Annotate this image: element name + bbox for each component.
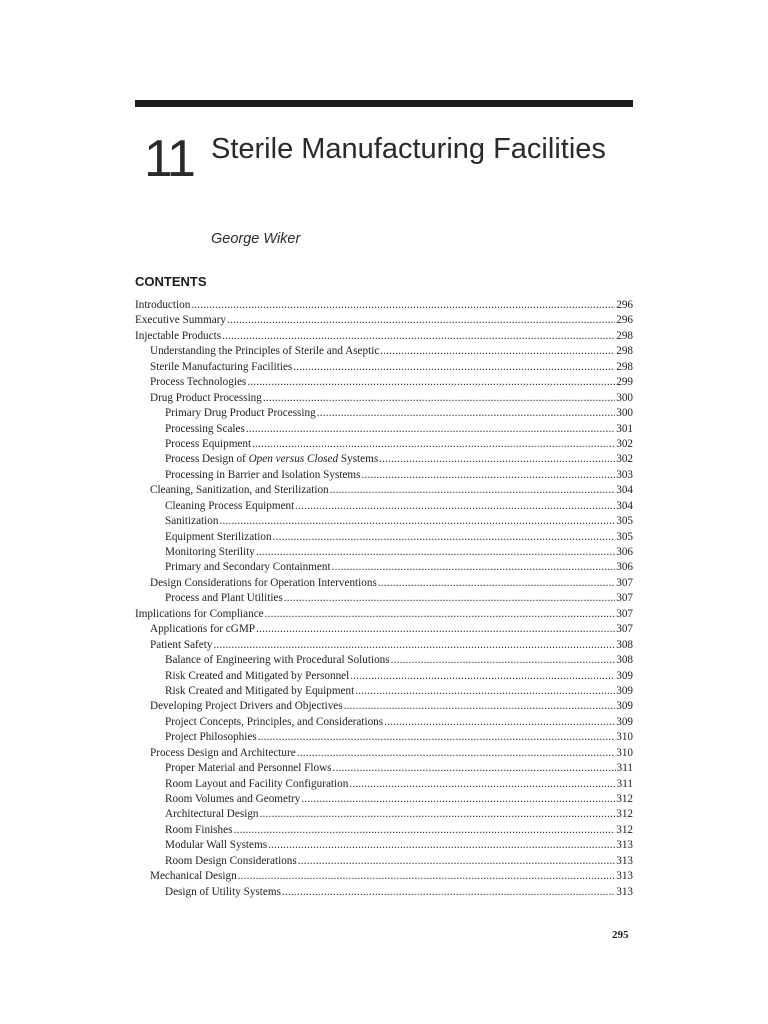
toc-leader-dots <box>265 607 616 622</box>
toc-entry-title: Patient Safety <box>150 638 213 651</box>
toc-entry-title: Primary Drug Product Processing <box>165 407 316 420</box>
toc-entry-title: Modular Wall Systems <box>165 839 268 852</box>
toc-leader-dots <box>333 761 616 776</box>
toc-entry-title: Design Considerations for Operation Interventions <box>150 576 377 589</box>
toc-entry-title: Risk Created and Mitigated by Equipment <box>165 684 355 697</box>
toc-leader-dots <box>350 669 615 684</box>
contents-heading: CONTENTS <box>135 274 207 289</box>
toc-entry <box>135 437 633 452</box>
toc-entry-page: 300 <box>616 407 633 420</box>
toc-leader-dots <box>256 545 615 560</box>
toc-leader-dots <box>380 344 615 359</box>
toc-entry-title: Project Concepts, Principles, and Considerations <box>165 715 384 728</box>
toc-entry-title: Processing Scales <box>165 422 245 435</box>
toc-entry-title: Sanitization <box>165 515 219 528</box>
toc-entry-title: Injectable Products <box>135 329 222 342</box>
toc-entry <box>135 823 633 838</box>
toc-entry-page: 307 <box>616 607 633 620</box>
toc-leader-dots <box>260 807 616 822</box>
toc-entry-title: Applications for cGMP <box>150 623 256 636</box>
toc-leader-dots <box>238 869 616 884</box>
toc-entry <box>135 777 633 792</box>
toc-entry <box>135 298 633 313</box>
toc-entry-title: Understanding the Principles of Sterile and Aseptic <box>150 345 380 358</box>
chapter-title: Sterile Manufacturing Facilities <box>211 133 606 165</box>
toc-entry <box>135 483 633 498</box>
toc-entry <box>135 375 633 390</box>
toc-entry-page: 300 <box>616 391 633 404</box>
toc-entry-title: Sterile Manufacturing Facilities <box>150 360 293 373</box>
toc-entry-page: 298 <box>616 360 633 373</box>
toc-entry <box>135 715 633 730</box>
toc-entry-page: 312 <box>616 793 633 805</box>
toc-leader-dots <box>384 715 615 730</box>
toc-entry-page: 311 <box>616 777 633 790</box>
toc-entry <box>135 406 633 421</box>
toc-entry <box>135 530 633 545</box>
chapter-author: George Wiker <box>211 231 301 247</box>
toc-entry-page: 298 <box>616 329 633 342</box>
toc-entry-page: 306 <box>616 546 633 558</box>
toc-entry-title: Architectural Design <box>165 808 259 821</box>
toc-entry-page: 305 <box>616 530 633 543</box>
toc-leader-dots <box>355 684 615 699</box>
toc-leader-dots <box>252 437 615 452</box>
toc-entry <box>135 607 633 622</box>
toc-entry-title-part: Systems <box>338 453 379 466</box>
toc-entry-title: Implications for Compliance <box>135 607 264 620</box>
toc-leader-dots <box>233 823 615 838</box>
toc-entry-page: 309 <box>616 684 633 697</box>
toc-entry-title: Proper Material and Personnel Flows <box>165 762 332 775</box>
toc-entry-page: 307 <box>616 592 633 605</box>
toc-leader-dots <box>344 699 616 714</box>
toc-entry-title: Room Finishes <box>165 823 233 836</box>
chapter-number: 11 <box>144 130 194 188</box>
page-number: 295 <box>612 929 629 941</box>
toc-leader-dots <box>227 313 615 328</box>
toc-entry-title: Cleaning, Sanitization, and Sterilization <box>150 484 329 497</box>
toc-entry-page: 306 <box>616 561 633 574</box>
toc-entry-title: Monitoring Sterility <box>165 546 255 558</box>
toc-entry-title: Room Layout and Facility Configuration <box>165 777 349 790</box>
toc-entry-page: 304 <box>616 499 633 512</box>
toc-entry-page: 307 <box>616 576 633 589</box>
toc-entry-title: Introduction <box>135 299 191 311</box>
toc-entry-title: Cleaning Process Equipment <box>165 499 295 512</box>
toc-leader-dots <box>191 298 615 313</box>
toc-leader-dots <box>293 360 615 375</box>
toc-entry-title: Room Design Considerations <box>165 854 297 867</box>
toc-leader-dots <box>213 638 615 653</box>
toc-entry <box>135 344 633 359</box>
toc-entry-title: Room Volumes and Geometry <box>165 793 301 805</box>
toc-entry <box>135 622 633 637</box>
toc-entry <box>135 591 633 606</box>
toc-entry-title <box>165 452 378 467</box>
toc-entry-title-part: Process Design of <box>165 453 249 466</box>
toc-entry-page: 298 <box>616 345 633 358</box>
toc-leader-dots <box>247 375 615 390</box>
toc-entry <box>135 730 633 745</box>
toc-entry-page: 296 <box>616 299 633 311</box>
toc-entry-title: Process Design and Architecture <box>150 746 296 759</box>
toc-entry <box>135 560 633 575</box>
toc-entry-page: 299 <box>616 376 633 389</box>
toc-entry <box>135 391 633 406</box>
toc-leader-dots <box>273 530 616 545</box>
toc-entry-page: 303 <box>616 468 633 481</box>
toc-entry <box>135 545 633 560</box>
toc-entry <box>135 854 633 869</box>
toc-entry <box>135 514 633 529</box>
toc-entry <box>135 653 633 668</box>
toc-leader-dots <box>349 777 615 792</box>
toc-leader-dots <box>219 514 615 529</box>
toc-entry-page: 311 <box>616 762 633 775</box>
toc-leader-dots <box>332 560 616 575</box>
toc-entry-title: Processing in Barrier and Isolation Systems <box>165 468 361 481</box>
toc-leader-dots <box>295 499 615 514</box>
toc-entry-title: Equipment Sterilization <box>165 530 272 543</box>
table-of-contents <box>135 298 633 900</box>
toc-entry-page: 310 <box>616 731 633 744</box>
toc-entry <box>135 468 633 483</box>
toc-entry <box>135 638 633 653</box>
toc-leader-dots <box>330 483 616 498</box>
toc-entry-page: 307 <box>616 623 633 636</box>
toc-entry-page: 309 <box>616 700 633 713</box>
chapter-top-rule <box>135 100 633 107</box>
toc-entry-title: Process and Plant Utilities <box>165 592 283 605</box>
toc-leader-dots <box>284 591 615 606</box>
toc-entry-page: 308 <box>616 654 633 667</box>
toc-leader-dots <box>222 329 615 344</box>
toc-entry <box>135 329 633 344</box>
toc-leader-dots <box>361 468 615 483</box>
toc-leader-dots <box>317 406 616 421</box>
toc-entry-page: 308 <box>616 638 633 651</box>
toc-leader-dots <box>258 730 616 745</box>
toc-leader-dots <box>256 622 615 637</box>
toc-entry <box>135 360 633 375</box>
toc-leader-dots <box>378 576 615 591</box>
toc-entry <box>135 499 633 514</box>
toc-leader-dots <box>263 391 615 406</box>
toc-entry-page: 304 <box>616 484 633 497</box>
toc-entry <box>135 869 633 884</box>
toc-entry <box>135 885 633 900</box>
toc-leader-dots <box>282 885 615 900</box>
toc-entry <box>135 807 633 822</box>
toc-entry-title: Risk Created and Mitigated by Personnel <box>165 669 350 682</box>
toc-leader-dots <box>298 854 615 869</box>
toc-entry-page: 313 <box>616 870 633 883</box>
toc-entry-page: 313 <box>616 885 633 898</box>
toc-entry <box>135 313 633 328</box>
toc-leader-dots <box>268 838 615 853</box>
toc-entry-page: 302 <box>616 453 633 466</box>
toc-entry-title: Process Equipment <box>165 437 252 450</box>
toc-entry <box>135 669 633 684</box>
toc-entry-title: Executive Summary <box>135 314 227 327</box>
toc-entry-title: Drug Product Processing <box>150 391 262 404</box>
toc-entry <box>135 838 633 853</box>
toc-leader-dots <box>246 422 615 437</box>
toc-entry <box>135 452 633 467</box>
toc-entry-page: 313 <box>616 839 633 852</box>
toc-entry <box>135 576 633 591</box>
toc-entry <box>135 761 633 776</box>
toc-entry <box>135 422 633 437</box>
toc-entry-title: Mechanical Design <box>150 870 237 883</box>
toc-leader-dots <box>301 792 615 807</box>
toc-entry <box>135 746 633 761</box>
toc-entry <box>135 699 633 714</box>
toc-entry-title: Balance of Engineering with Procedural Solutions <box>165 654 390 667</box>
toc-entry-title: Primary and Secondary Containment <box>165 561 331 574</box>
toc-entry-page: 313 <box>616 854 633 867</box>
toc-entry-title-italic: Open versus Closed <box>248 453 339 466</box>
toc-leader-dots <box>379 452 615 467</box>
toc-entry-title: Design of Utility Systems <box>165 885 281 898</box>
toc-entry-page: 301 <box>616 422 633 435</box>
toc-entry-page: 305 <box>616 515 633 528</box>
toc-entry-page: 309 <box>616 669 633 682</box>
toc-leader-dots <box>391 653 616 668</box>
toc-entry-title: Project Philosophies <box>165 731 257 744</box>
toc-entry-page: 312 <box>616 823 633 836</box>
toc-entry <box>135 684 633 699</box>
toc-leader-dots <box>297 746 616 761</box>
toc-entry-page: 302 <box>616 437 633 450</box>
toc-entry-title: Developing Project Drivers and Objectives <box>150 700 343 713</box>
toc-entry-page: 309 <box>616 715 633 728</box>
toc-entry-page: 296 <box>616 314 633 327</box>
toc-entry-page: 312 <box>616 808 633 821</box>
toc-entry <box>135 792 633 807</box>
toc-entry-page: 310 <box>616 746 633 759</box>
toc-entry-title: Process Technologies <box>150 376 247 389</box>
